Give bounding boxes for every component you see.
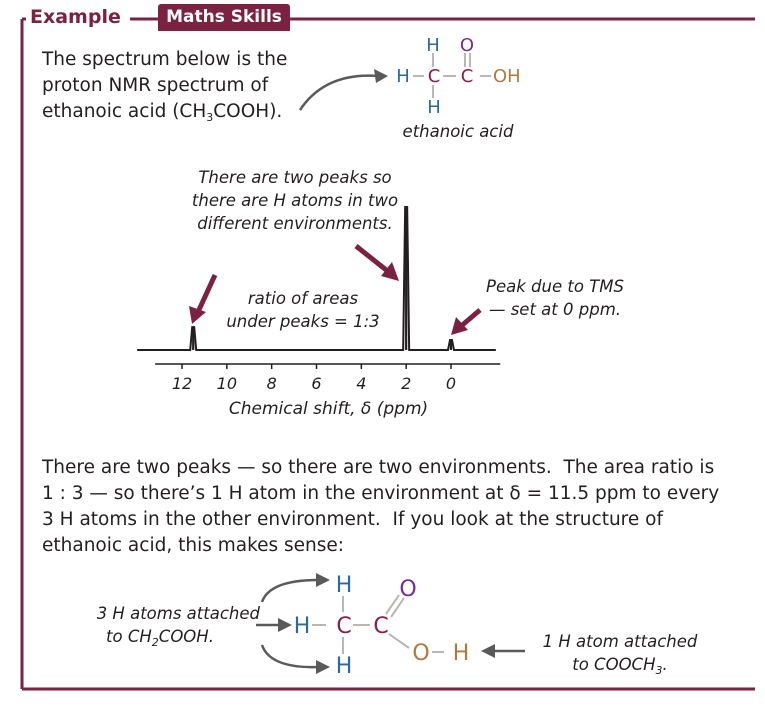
note-1h-line-1: 1 H atom attached [542,632,698,651]
atom-c2: C [460,66,474,87]
atom-c1: C [427,66,441,87]
x-tick-label-6: 6 [311,374,322,393]
x-tick-label-0: 0 [445,374,457,393]
note-peaks-1: There are two peaks so [198,168,392,187]
arrow-lower-h [262,645,318,667]
atom-h-top: H [426,35,440,56]
x-tick-label-4: 4 [356,374,367,393]
atom-h-bottom: H [427,97,441,118]
explanation-line-4: ethanoic acid, this makes sense: [42,535,345,556]
note-1h-line-2: to $COOCH_3$. [572,655,668,677]
maths-skills-tab: Maths Skills [158,4,290,31]
note-peaks-3: different environments. [197,214,393,233]
x-tick-label-12: 12 [171,374,193,393]
note-3h-line-2: to $CH_2COOH$. [106,627,214,649]
atom-h-right: H [452,641,470,666]
atom-h-top: H [335,573,353,598]
x-tick-label-10: 10 [216,374,238,393]
explanation-line-3: 3 H atoms in the other environment. If you look at the structure of [42,509,663,530]
molecule-caption: ethanoic acid [402,122,514,141]
intro-line-1: The spectrum below is the [42,49,288,70]
atom-o-top: O [399,577,417,602]
note-ratio-1: ratio of areas [247,289,359,308]
intro-line-2: proton NMR spectrum of [42,75,269,96]
arrow-upper-h [262,580,318,602]
atom-c2: C [373,614,389,639]
x-axis-label: Chemical shift, δ (ppm) [228,399,429,419]
arrowhead [316,573,330,587]
atom-h-left: H [293,614,311,639]
note-ratio-2: under peaks = 1:3 [226,312,380,331]
atom-c1: C [336,614,352,639]
arrowhead [278,618,292,632]
arrowhead [481,644,495,658]
bond [386,595,399,614]
atom-h-left: H [396,66,410,87]
example-heading: Example [26,6,125,28]
note-tms-2: — set at 0 ppm. [488,300,622,319]
atom-h-bottom: H [335,654,353,679]
intro-line-3: ethanoic acid $(CH_3COOH)$. [42,101,283,124]
arrowhead [316,660,330,674]
atom-o-top: O [459,35,475,56]
note-peaks-2: there are H atoms in two [191,191,399,210]
explanation-line-2: 1 : 3 — so there’s 1 H atom in the environment at δ = 11.5 ppm to every [42,483,720,504]
note-3h-line-1: 3 H atoms attached [96,604,260,623]
bond [389,634,409,648]
x-tick-label-8: 8 [266,374,277,393]
note-tms-1: Peak due to TMS [486,277,624,296]
explanation-line-1: There are two peaks — so there are two environments. The area ratio is [42,457,715,478]
atom-oh: OH [493,66,521,87]
x-tick-label-2: 2 [401,374,412,393]
atom-o: O [412,641,430,666]
